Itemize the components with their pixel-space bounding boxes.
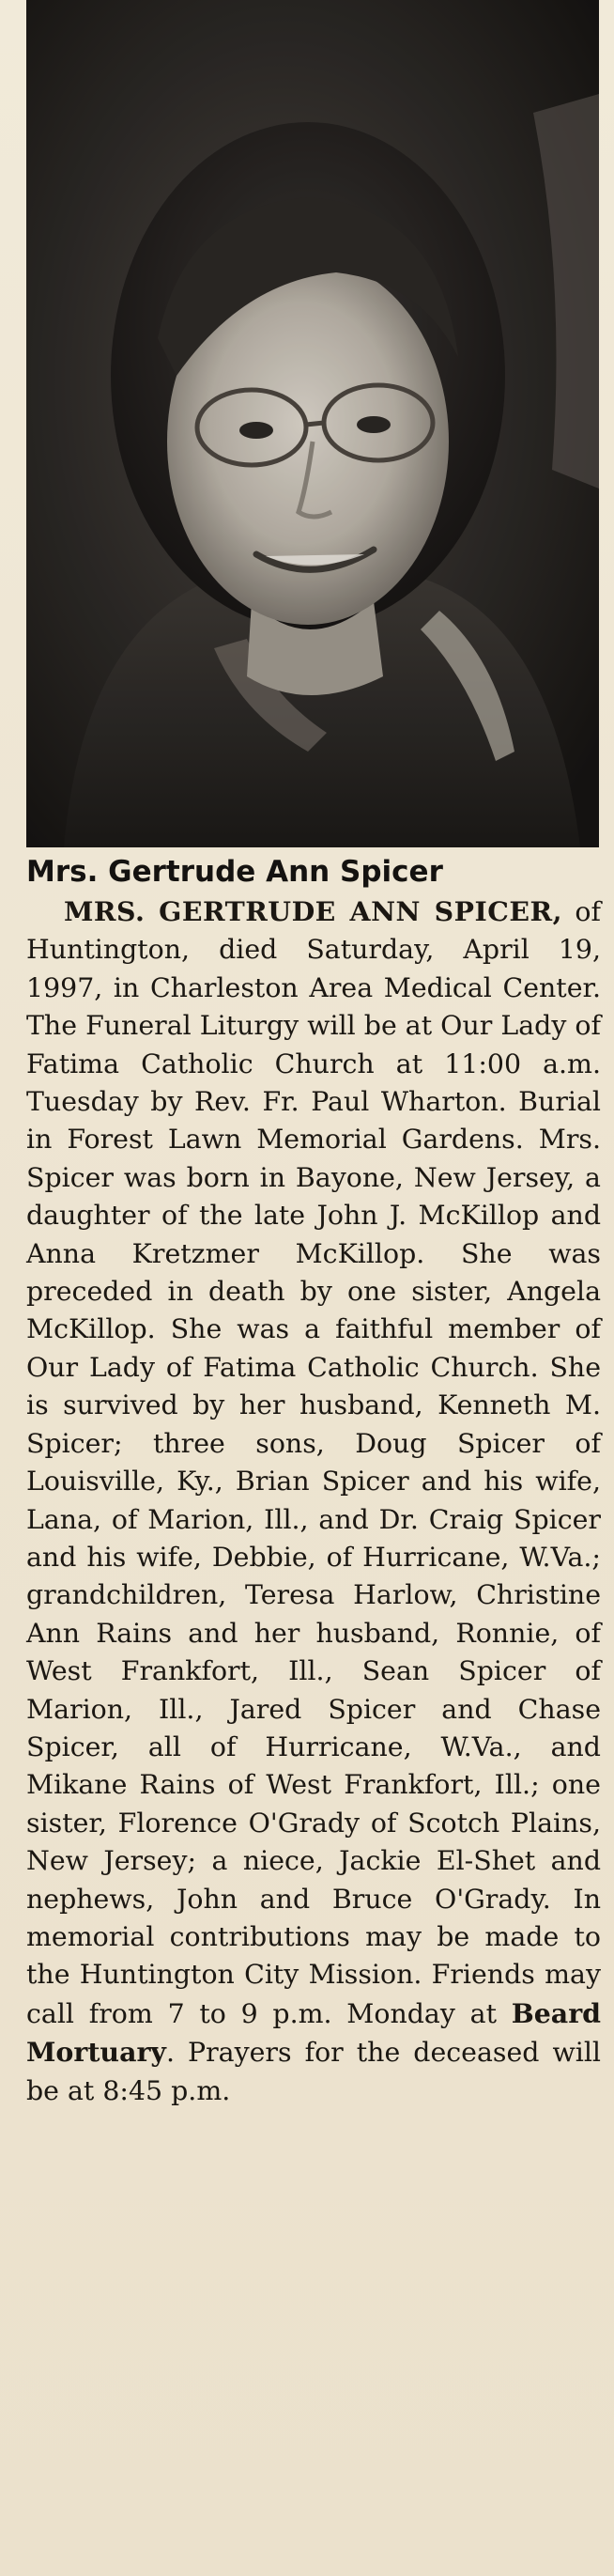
obituary-paragraph — [26, 892, 601, 2110]
mortuary-name: Beard Mortuary — [26, 1996, 601, 2069]
portrait-image — [26, 0, 599, 847]
obituary-article — [26, 892, 601, 2110]
deceased-name-lead: MRS. GERTRUDE ANN SPICER, — [64, 895, 563, 927]
obituary-body-text: of Huntington, died Saturday, April 19, 1997, in Charleston Area Medical Center. The Funeral Liturgy will be at Our Lady of Fatima Catholic Church at 11:00 a.m. Tuesday by Rev. Fr. Paul Wharton. Burial in Forest Lawn Memorial Gardens. Mrs. Spicer was born in Bayone, New Jersey, a daughter of the late John J. McKillop and Anna Kretzmer McKillop. She was preceded in death by one sister, Angela McKillop. She was a faithful member of Our Lady of Fatima Catholic Church. She is survived by her husband, Kenneth M. Spicer; three sons, Doug Spicer of Louisville, Ky., Brian Spicer and his wife, Lana, of Marion, Ill., and Dr. Craig Spicer and his wife, Debbie, of Hurricane, W.Va.; grandchildren, Teresa Harlow, Christine Ann Rains and her husband, Ronnie, of West Frankfort, Ill., Sean Spicer of Marion, Ill., Jared Spicer and Chase Spicer, all of Hurricane, W.Va., and Mikane Rains of West Frankfort, Ill.; one sister, Florence O'Grady of Scotch Plains, New Jersey; a niece, Jackie El-Shet and nephews, John and Bruce O'Grady. In memorial contributions may be made to the Huntington City Mission. Friends may call from 7 to 9 p.m. Monday at — [26, 896, 601, 2029]
obituary-headline: Mrs. Gertrude Ann Spicer — [26, 855, 443, 889]
portrait-photo — [26, 0, 599, 847]
obituary-closing-text: . Prayers for the deceased will be at 8:45 p.m. — [26, 2037, 601, 2106]
